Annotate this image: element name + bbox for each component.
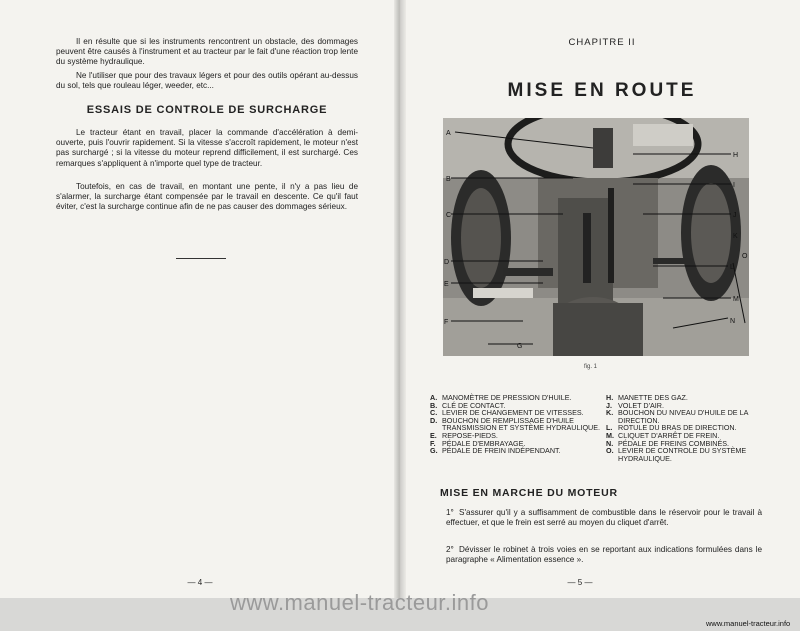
left-paragraph-4: Toutefois, en cas de travail, en montant une pente, il n'y a pas lieu de s'alarmer, la surcharge étant compensée par le travail en descente. Ce qu'il faut éviter, c'est la surcharge continue afin de ne pas causer des dommages sérieux. [56,182,358,212]
legend-item: G. PÉDALE DE FREIN INDÉPENDANT. [430,446,561,456]
callout-b: B [446,176,451,183]
legend-item: L. ROTULE DU BRAS DE DIRECTION. [606,423,737,433]
step-2-text: Dévisser le robinet à trois voies en se reportant aux indications formulées dans le paragraphe « Alimentation essence ». [446,545,762,565]
step-2 [446,545,762,565]
legend-item: F. PÉDALE D'EMBRAYAGE. [430,438,526,448]
callout-o: O [742,253,748,260]
legend-left [430,394,610,455]
legend-item: D. BOUCHON DE REMPLISSAGE D'HUILE TRANSMISSION ET SYSTÈME HYDRAULIQUE. [430,415,601,433]
legend-item: E. REPOSE-PIEDS. [430,430,498,440]
left-page-number: — 4 — [187,578,213,587]
legend-item: C. LEVIER DE CHANGEMENT DE VITESSES. [430,408,584,418]
legend-item: H. MANETTE DES GAZ. [606,393,688,402]
tractor-figure [443,118,749,356]
engine-start-heading: MISE EN MARCHE DU MOTEUR [440,487,618,499]
legend-item: O. LEVIER DE CONTROLE DU SYSTÈME HYDRAULIQUE. [606,446,747,463]
callout-a: A [446,130,451,137]
callout-e: E [444,281,449,288]
section-divider [176,258,226,259]
left-paragraph-3: Le tracteur étant en travail, placer la commande d'accélération à demi-ouverte, puis l'ouvrir rapidement. Si la vitesse s'accroît rapidement, le moteur n'est pas surchargé ; si la vitesse du moteur reprend difficilement, il est surchargé. Ces remarques s'appliquent à n'importe quel type de tracteur. [56,128,358,168]
callout-h: H [733,152,739,159]
legend-item: K. BOUCHON DU NIVEAU D'HUILE DE LA DIRECTION. [606,408,748,425]
legend-item: N. PÉDALE DE FREINS COMBINÉS. [606,438,730,448]
callout-i: I [733,182,735,189]
callout-j: J [733,212,737,219]
chapter-title: MISE EN ROUTE [507,80,697,101]
tractor-photo [443,118,749,356]
step-2-number: 2° [446,545,454,554]
legend-item: B. CLÉ DE CONTACT. [430,400,506,410]
figure-caption: fig. 1 [584,364,598,370]
legend-item: J. VOLET D'AIR. [606,400,664,410]
callout-c: C [446,212,452,219]
right-page-number: — 5 — [567,578,593,587]
legend-item: M. CLIQUET D'ARRÊT DE FREIN. [606,430,720,440]
watermark-small: www.manuel-tracteur.info [706,619,791,628]
step-1 [446,508,762,528]
callout-n: N [730,318,736,325]
chapter-label: CHAPITRE II [568,37,636,48]
legend-right [606,394,766,462]
callout-m: M [733,296,739,303]
left-section-heading: ESSAIS DE CONTROLE DE SURCHARGE [86,104,328,116]
callout-d: D [444,259,450,266]
callout-f: F [444,319,449,326]
left-paragraph-1: Il en résulte que si les instruments rencontrent un obstacle, des dommages peuvent être causés à l'instrument et au tracteur par le fait d'une réaction trop lente du système hydraulique. [56,37,358,67]
step-1-text: S'assurer qu'il y a suffisamment de combustible dans le réservoir pour le travail à effectuer, et que le frein est serré au moyen du cliquet d'arrêt. [446,508,762,528]
callout-k: K [733,233,738,240]
callout-l: L [730,264,734,271]
left-paragraph-2: Ne l'utiliser que pour des travaux légers et pour des outils opérant au-dessus du sol, tels que rouleau léger, weeder, etc... [56,71,358,91]
step-1-number: 1° [446,508,454,517]
legend-item: A. MANOMÈTRE DE PRESSION D'HUILE. [430,393,572,402]
watermark: www.manuel-tracteur.info [230,590,489,615]
callout-g: G [517,343,523,350]
